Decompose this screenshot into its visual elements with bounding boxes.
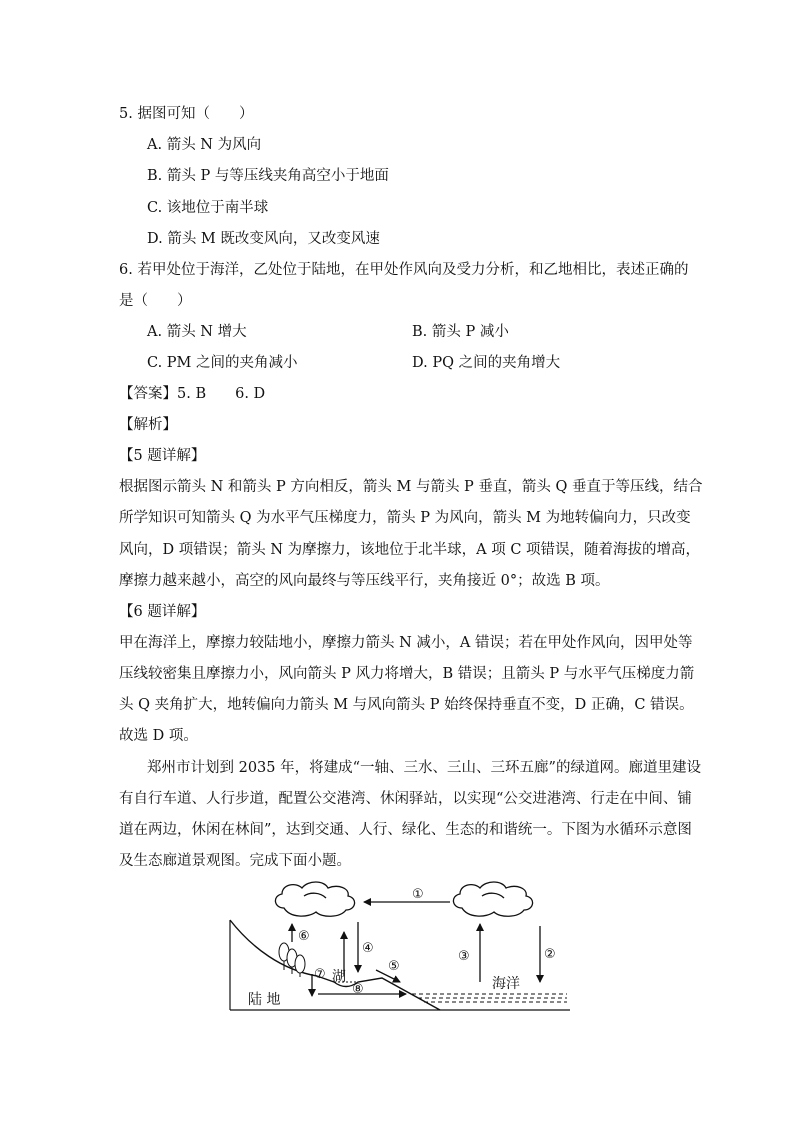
passage-line: 有自行车道、人行步道，配置公交港湾、休闲驿站，以实现“公交进港湾、行走在中间、铺 xyxy=(119,791,692,807)
q5-detail-line: 摩擦力越来越小，高空的风向最终与等压线平行，夹角接近 0°；故选 B 项。 xyxy=(119,573,610,589)
q6-detail-title: 【6 题详解】 xyxy=(119,604,206,620)
q5-detail-line: 根据图示箭头 N 和箭头 P 方向相反，箭头 M 与箭头 P 垂直，箭头 Q 垂直于等压线，结合 xyxy=(119,479,703,495)
label-lake: 湖 xyxy=(332,969,346,985)
q6-detail-line: 头 Q 夹角扩大，地转偏向力箭头 M 与风向箭头 P 始终保持垂直不变，D 正确，C 错误。 xyxy=(119,697,694,713)
label-2: ② xyxy=(544,947,556,962)
ocean-waves xyxy=(412,994,567,1002)
q5-detail-line: 风向，D 项错误；箭头 N 为摩擦力，该地位于北半球，A 项 C 项错误，随着海拔的增高， xyxy=(119,542,701,558)
passage-line: 郑州市计划到 2035 年，将建成“一轴、三水、三山、三环五廊”的绿道网。廊道里建设 xyxy=(147,760,701,776)
q6-stem-line1: 6. 若甲处位于海洋，乙处位于陆地，在甲处作风向及受力分析，和乙地相比，表述正确的 xyxy=(119,262,689,278)
label-6: ⑥ xyxy=(298,929,310,944)
q5-detail-title: 【5 题详解】 xyxy=(119,448,206,464)
label-8: ⑧ xyxy=(352,982,364,997)
q6-stem-line2: 是（ ） xyxy=(119,293,192,309)
q6-option-b: B. 箭头 P 减小 xyxy=(412,324,509,340)
label-4: ④ xyxy=(362,941,374,956)
answer-line: 【答案】5. B 6. D xyxy=(119,386,266,402)
label-1: ① xyxy=(412,887,424,902)
q5-option-a: A. 箭头 N 为风向 xyxy=(147,137,262,153)
cloud-left xyxy=(275,882,354,916)
q5-stem: 5. 据图可知（ ） xyxy=(119,106,254,122)
q6-option-c: C. PM 之间的夹角减小 xyxy=(147,355,298,371)
cloud-right xyxy=(453,882,532,916)
q5-option-b: B. 箭头 P 与等压线夹角高空小于地面 xyxy=(147,168,389,184)
label-7: ⑦ xyxy=(314,967,326,982)
label-land: 陆 地 xyxy=(248,992,281,1008)
q6-option-d: D. PQ 之间的夹角增大 xyxy=(412,355,561,371)
q6-detail-line: 甲在海洋上，摩擦力较陆地小，摩擦力箭头 N 减小，A 错误；若在甲处作风向，因甲处等 xyxy=(119,635,693,651)
q6-option-a: A. 箭头 N 增大 xyxy=(147,324,247,340)
water-cycle-figure xyxy=(222,878,574,1018)
q5-option-d: D. 箭头 M 既改变风向，又改变风速 xyxy=(147,231,380,247)
q5-option-c: C. 该地位于南半球 xyxy=(147,200,269,216)
analysis-title: 【解析】 xyxy=(119,417,177,433)
q6-detail-line: 压线较密集且摩擦力小，风向箭头 P 风力将增大，B 错误；且箭头 P 与水平气压梯度力箭 xyxy=(119,666,695,682)
passage-line: 及生态廊道景观图。完成下面小题。 xyxy=(119,853,351,869)
label-3: ③ xyxy=(458,949,470,964)
trees xyxy=(279,943,305,977)
q5-detail-line: 所学知识可知箭头 Q 为水平气压梯度力，箭头 P 为风向，箭头 M 为地转偏向力，只改变 xyxy=(119,510,691,526)
water-cycle-diagram xyxy=(222,878,574,1018)
q6-detail-line: 故选 D 项。 xyxy=(119,728,198,744)
label-ocean: 海洋 xyxy=(492,976,520,992)
passage-line: 道在两边，休闲在林间”，达到交通、人行、绿化、生态的和谐统一。下图为水循环示意图 xyxy=(119,822,692,838)
label-5: ⑤ xyxy=(388,959,400,974)
